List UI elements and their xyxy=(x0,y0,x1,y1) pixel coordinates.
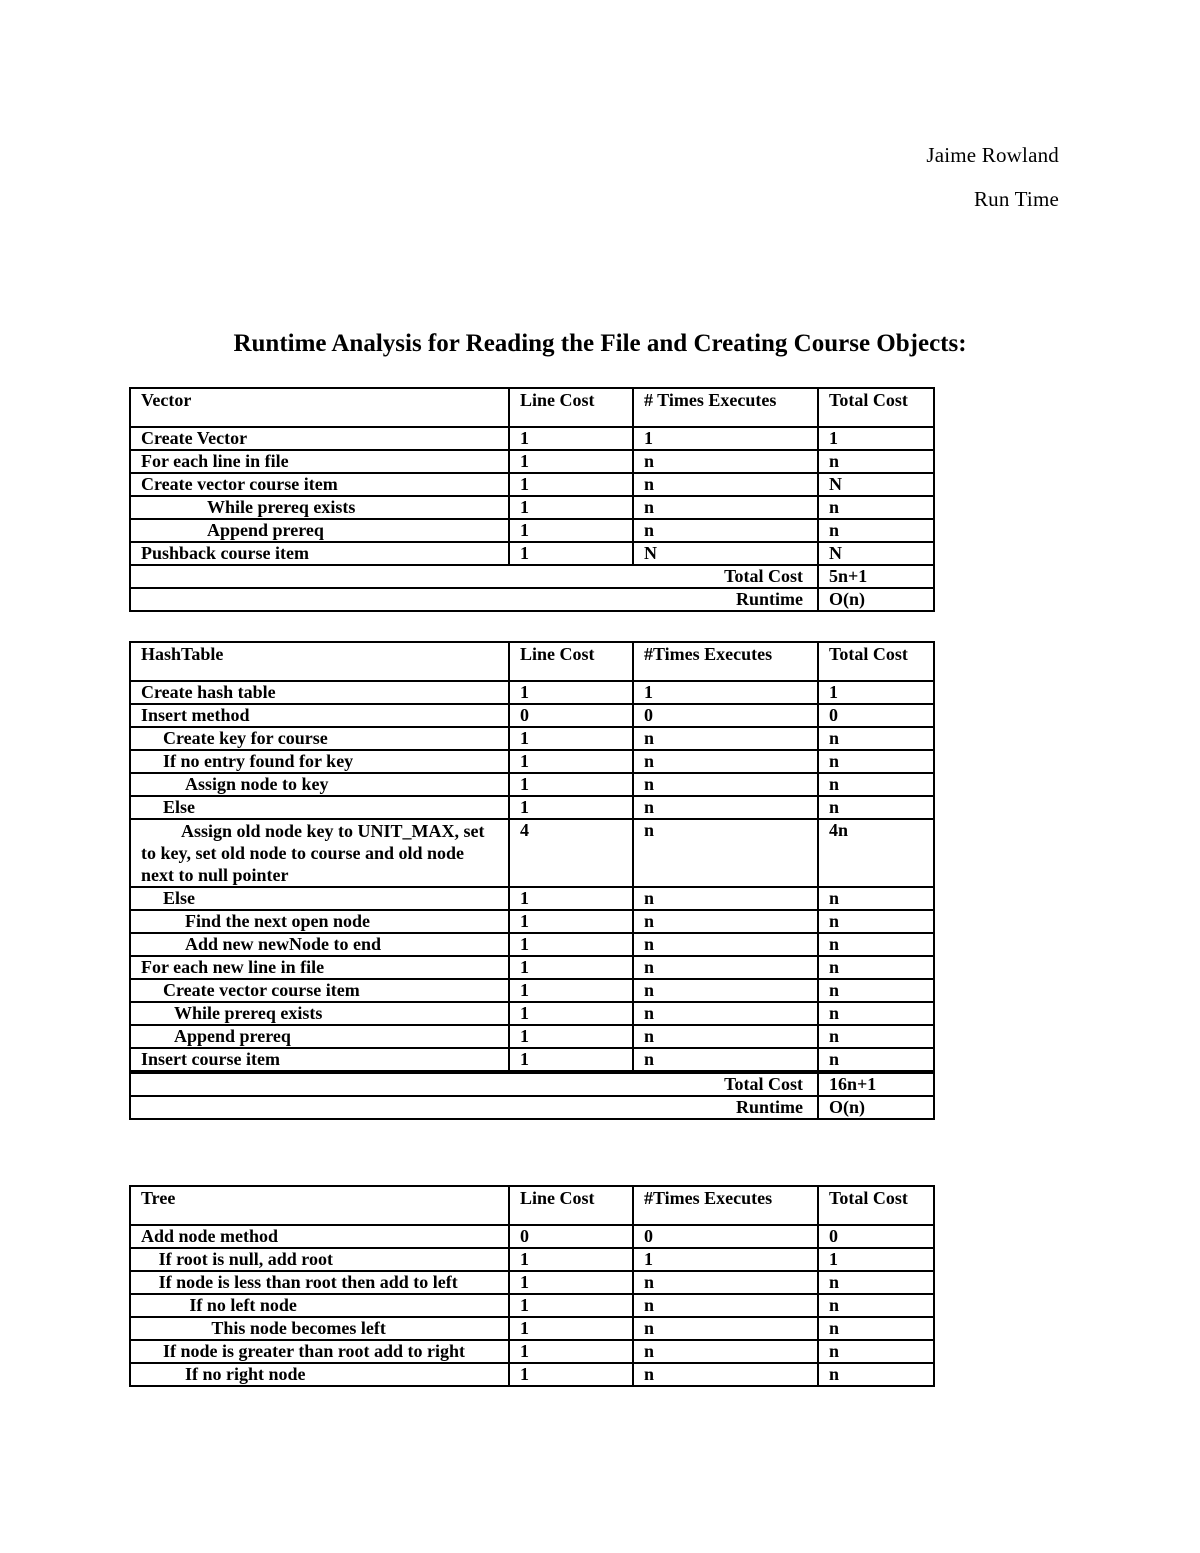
table-name-header: Vector xyxy=(130,388,509,427)
table-row xyxy=(130,450,934,473)
step-label-text: Add node method xyxy=(141,1226,279,1246)
line-cost-cell: 1 xyxy=(509,773,633,796)
times-executes-cell: n xyxy=(633,773,818,796)
table-header-row xyxy=(130,642,934,681)
step-label-text: If no left node xyxy=(189,1295,297,1315)
step-label xyxy=(130,704,509,727)
line-cost-cell: 1 xyxy=(509,727,633,750)
total-cost-cell: n xyxy=(818,933,934,956)
total-cost-cell: 4n xyxy=(818,819,934,887)
step-label-text: Find the next open node xyxy=(185,911,371,931)
times-executes-cell: n xyxy=(633,727,818,750)
line-cost-cell: 4 xyxy=(509,819,633,887)
times-executes-cell: n xyxy=(633,1002,818,1025)
times-executes-cell: n xyxy=(633,1025,818,1048)
step-label xyxy=(130,796,509,819)
step-label-text: While prereq exists xyxy=(174,1003,323,1023)
step-label-text: While prereq exists xyxy=(207,497,356,517)
line-cost-cell: 1 xyxy=(509,519,633,542)
total-cost-header: Total Cost xyxy=(818,1186,934,1225)
total-cost-row xyxy=(130,1072,934,1096)
times-executes-cell: n xyxy=(633,1294,818,1317)
total-cost-cell: n xyxy=(818,496,934,519)
total-cost-row xyxy=(130,565,934,588)
times-executes-cell: n xyxy=(633,496,818,519)
step-label-text: Create hash table xyxy=(141,682,276,702)
step-label xyxy=(130,450,509,473)
line-cost-cell: 0 xyxy=(509,704,633,727)
times-executes-cell: n xyxy=(633,1317,818,1340)
line-cost-cell: 1 xyxy=(509,910,633,933)
step-label-text: For each new line in file xyxy=(141,957,325,977)
step-label xyxy=(130,427,509,450)
step-label xyxy=(130,933,509,956)
total-cost-cell: n xyxy=(818,450,934,473)
total-cost-cell: n xyxy=(818,1025,934,1048)
table-row xyxy=(130,1025,934,1048)
step-label xyxy=(130,519,509,542)
step-label-text: Assign node to key xyxy=(185,774,329,794)
times-executes-cell: n xyxy=(633,979,818,1002)
total-cost-header: Total Cost xyxy=(818,388,934,427)
step-label-text: Else xyxy=(163,797,196,817)
times-executes-cell: n xyxy=(633,887,818,910)
table-row xyxy=(130,1363,934,1386)
line-cost-header: Line Cost xyxy=(509,388,633,427)
line-cost-cell: 1 xyxy=(509,933,633,956)
step-label xyxy=(130,1340,509,1363)
line-cost-header: Line Cost xyxy=(509,642,633,681)
step-label-text: For each line in file xyxy=(141,451,289,471)
total-cost-cell: 1 xyxy=(818,681,934,704)
line-cost-cell: 1 xyxy=(509,1025,633,1048)
runtime-row-label: Runtime xyxy=(130,588,818,611)
step-label xyxy=(130,1294,509,1317)
total-cost-row-label: Total Cost xyxy=(130,1072,818,1096)
line-cost-cell: 1 xyxy=(509,542,633,565)
step-label xyxy=(130,979,509,1002)
times-executes-cell: n xyxy=(633,1048,818,1072)
table-row xyxy=(130,819,934,887)
runtime-value: O(n) xyxy=(818,1096,934,1119)
line-cost-cell: 1 xyxy=(509,956,633,979)
table-row xyxy=(130,979,934,1002)
times-executes-cell: n xyxy=(633,933,818,956)
times-executes-header: # Times Executes xyxy=(633,388,818,427)
step-label-text: Create key for course xyxy=(163,728,328,748)
step-label xyxy=(130,542,509,565)
line-cost-cell: 1 xyxy=(509,1317,633,1340)
document-label: Run Time xyxy=(973,187,1059,211)
step-label xyxy=(130,750,509,773)
total-cost-cell: n xyxy=(818,1317,934,1340)
table-row xyxy=(130,773,934,796)
line-cost-cell: 1 xyxy=(509,1340,633,1363)
times-executes-cell: 1 xyxy=(633,1248,818,1271)
runtime-row xyxy=(130,588,934,611)
step-label xyxy=(130,496,509,519)
table-name-header: HashTable xyxy=(130,642,509,681)
times-executes-cell: n xyxy=(633,910,818,933)
step-label-text: If no entry found for key xyxy=(163,751,354,771)
line-cost-cell: 1 xyxy=(509,1271,633,1294)
line-cost-cell: 1 xyxy=(509,1363,633,1386)
table-row xyxy=(130,496,934,519)
table-row xyxy=(130,704,934,727)
line-cost-cell: 1 xyxy=(509,796,633,819)
table-row xyxy=(130,1271,934,1294)
step-label-text: Append prereq xyxy=(174,1026,291,1046)
runtime-value: O(n) xyxy=(818,588,934,611)
times-executes-cell: 1 xyxy=(633,427,818,450)
runtime-row-label: Runtime xyxy=(130,1096,818,1119)
total-cost-cell: 1 xyxy=(818,1248,934,1271)
times-executes-header: #Times Executes xyxy=(633,642,818,681)
step-label-text: Create Vector xyxy=(141,428,248,448)
times-executes-cell: 0 xyxy=(633,704,818,727)
times-executes-cell: n xyxy=(633,450,818,473)
author-name: Jaime Rowland xyxy=(926,143,1059,167)
total-cost-cell: N xyxy=(818,473,934,496)
line-cost-cell: 1 xyxy=(509,1048,633,1072)
step-label-text: Pushback course item xyxy=(141,543,309,563)
line-cost-header: Line Cost xyxy=(509,1186,633,1225)
line-cost-cell: 1 xyxy=(509,979,633,1002)
total-cost-cell: n xyxy=(818,1271,934,1294)
table-header-row xyxy=(130,388,934,427)
total-cost-cell: n xyxy=(818,1363,934,1386)
step-label xyxy=(130,1363,509,1386)
step-label xyxy=(130,1002,509,1025)
total-cost-cell: n xyxy=(818,910,934,933)
times-executes-cell: n xyxy=(633,1340,818,1363)
vector-table xyxy=(129,387,935,612)
table-name-header: Tree xyxy=(130,1186,509,1225)
line-cost-cell: 1 xyxy=(509,450,633,473)
step-label-text: If no right node xyxy=(185,1364,306,1384)
line-cost-cell: 1 xyxy=(509,1248,633,1271)
total-cost-header: Total Cost xyxy=(818,642,934,681)
step-label-text: Insert course item xyxy=(141,1049,280,1069)
table-row xyxy=(130,519,934,542)
line-cost-cell: 1 xyxy=(509,1002,633,1025)
table-row xyxy=(130,796,934,819)
step-label-text: Append prereq xyxy=(207,520,324,540)
table-row xyxy=(130,473,934,496)
total-cost-cell: n xyxy=(818,1294,934,1317)
total-cost-cell: n xyxy=(818,1002,934,1025)
table-row xyxy=(130,956,934,979)
step-label xyxy=(130,681,509,704)
step-label-text: If node is less than root then add to left xyxy=(158,1272,458,1292)
times-executes-cell: n xyxy=(633,956,818,979)
total-cost-cell: n xyxy=(818,956,934,979)
times-executes-cell: n xyxy=(633,519,818,542)
total-cost-value: 5n+1 xyxy=(818,565,934,588)
step-label xyxy=(130,1317,509,1340)
total-cost-cell: n xyxy=(818,727,934,750)
step-label xyxy=(130,1048,509,1072)
total-cost-cell: n xyxy=(818,773,934,796)
step-label xyxy=(130,1025,509,1048)
times-executes-cell: n xyxy=(633,819,818,887)
total-cost-value: 16n+1 xyxy=(818,1072,934,1096)
step-label xyxy=(130,956,509,979)
total-cost-cell: n xyxy=(818,1340,934,1363)
table-row xyxy=(130,1248,934,1271)
table-row xyxy=(130,542,934,565)
table-row xyxy=(130,681,934,704)
step-label-text: Create vector course item xyxy=(141,474,338,494)
times-executes-cell: n xyxy=(633,473,818,496)
table-row xyxy=(130,1048,934,1072)
times-executes-cell: n xyxy=(633,796,818,819)
step-label xyxy=(130,910,509,933)
total-cost-cell: n xyxy=(818,979,934,1002)
step-label-text: Assign old node key to UNIT_MAX, set to key, set old node to course and old node next to null pointer xyxy=(141,821,485,885)
times-executes-cell: 0 xyxy=(633,1225,818,1248)
step-label xyxy=(130,819,509,887)
line-cost-cell: 1 xyxy=(509,427,633,450)
total-cost-cell: n xyxy=(818,1048,934,1072)
line-cost-cell: 1 xyxy=(509,1294,633,1317)
total-cost-cell: 0 xyxy=(818,1225,934,1248)
total-cost-cell: 1 xyxy=(818,427,934,450)
times-executes-cell: 1 xyxy=(633,681,818,704)
total-cost-cell: N xyxy=(818,542,934,565)
table-row xyxy=(130,910,934,933)
total-cost-cell: n xyxy=(818,796,934,819)
page-title: Runtime Analysis for Reading the File and Creating Course Objects: xyxy=(233,330,967,357)
table-row xyxy=(130,1002,934,1025)
step-label xyxy=(130,1225,509,1248)
times-executes-cell: n xyxy=(633,1363,818,1386)
times-executes-cell: n xyxy=(633,1271,818,1294)
table-row xyxy=(130,1225,934,1248)
line-cost-cell: 1 xyxy=(509,681,633,704)
step-label-text: Else xyxy=(163,888,196,908)
step-label-text: If root is null, add root xyxy=(158,1249,333,1269)
table-row xyxy=(130,427,934,450)
total-cost-cell: n xyxy=(818,887,934,910)
step-label xyxy=(130,727,509,750)
line-cost-cell: 1 xyxy=(509,887,633,910)
step-label-text: This node becomes left xyxy=(211,1318,386,1338)
line-cost-cell: 1 xyxy=(509,750,633,773)
step-label-text: If node is greater than root add to right xyxy=(163,1341,466,1361)
step-label-text: Add new newNode to end xyxy=(185,934,382,954)
total-cost-row-label: Total Cost xyxy=(130,565,818,588)
table-row xyxy=(130,933,934,956)
tree-table xyxy=(129,1185,935,1387)
step-label xyxy=(130,1248,509,1271)
table-row xyxy=(130,727,934,750)
line-cost-cell: 0 xyxy=(509,1225,633,1248)
table-row xyxy=(130,1294,934,1317)
step-label xyxy=(130,473,509,496)
total-cost-cell: 0 xyxy=(818,704,934,727)
table-row xyxy=(130,887,934,910)
runtime-row xyxy=(130,1096,934,1119)
table-row xyxy=(130,1340,934,1363)
hashtable-table xyxy=(129,641,935,1120)
line-cost-cell: 1 xyxy=(509,496,633,519)
step-label-text: Create vector course item xyxy=(163,980,360,1000)
total-cost-cell: n xyxy=(818,750,934,773)
step-label-text: Insert method xyxy=(141,705,250,725)
table-header-row xyxy=(130,1186,934,1225)
times-executes-cell: N xyxy=(633,542,818,565)
times-executes-header: #Times Executes xyxy=(633,1186,818,1225)
step-label xyxy=(130,1271,509,1294)
times-executes-cell: n xyxy=(633,750,818,773)
step-label xyxy=(130,887,509,910)
line-cost-cell: 1 xyxy=(509,473,633,496)
total-cost-cell: n xyxy=(818,519,934,542)
table-row xyxy=(130,750,934,773)
step-label xyxy=(130,773,509,796)
table-row xyxy=(130,1317,934,1340)
